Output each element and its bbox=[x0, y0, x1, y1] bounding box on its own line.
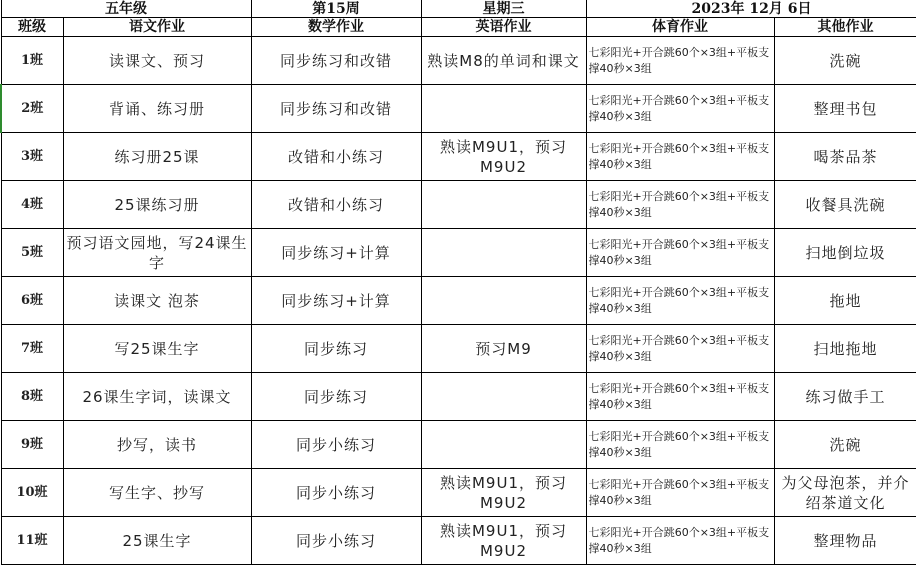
table-row bbox=[1, 37, 916, 85]
class-cell: 10班 bbox=[1, 469, 63, 517]
english-homework-cell: 熟读M9U1，预习M9U2 bbox=[421, 469, 586, 517]
class-cell: 5班 bbox=[1, 229, 63, 277]
chinese-homework-cell: 练习册25课 bbox=[63, 133, 251, 181]
math-homework-cell: 改错和小练习 bbox=[251, 133, 421, 181]
pe-homework-cell: 七彩阳光+开合跳60个×3组+平板支撑40秒×3组 bbox=[586, 229, 774, 277]
table-row bbox=[1, 277, 916, 325]
column-header-pe: 体育作业 bbox=[586, 18, 774, 37]
header-info-row bbox=[1, 0, 916, 18]
english-homework-cell bbox=[421, 181, 586, 229]
grade-title: 五年级 bbox=[1, 0, 251, 18]
math-homework-cell: 同步练习+计算 bbox=[251, 277, 421, 325]
math-homework-cell: 同步练习和改错 bbox=[251, 85, 421, 133]
class-cell: 6班 bbox=[1, 277, 63, 325]
chinese-homework-cell: 抄写，读书 bbox=[63, 421, 251, 469]
column-header-math: 数学作业 bbox=[251, 18, 421, 37]
pe-homework-cell: 七彩阳光+开合跳60个×3组+平板支撑40秒×3组 bbox=[586, 373, 774, 421]
english-homework-cell bbox=[421, 421, 586, 469]
other-homework-cell: 洗碗 bbox=[774, 37, 916, 85]
class-cell: 1班 bbox=[1, 37, 63, 85]
table-row bbox=[1, 133, 916, 181]
other-homework-cell: 拖地 bbox=[774, 277, 916, 325]
english-homework-cell: 预习M9 bbox=[421, 325, 586, 373]
other-homework-cell: 喝茶品茶 bbox=[774, 133, 916, 181]
other-homework-cell: 整理物品 bbox=[774, 517, 916, 565]
math-homework-cell: 同步练习 bbox=[251, 373, 421, 421]
pe-homework-cell: 七彩阳光+开合跳60个×3组+平板支撑40秒×3组 bbox=[586, 133, 774, 181]
class-cell: 8班 bbox=[1, 373, 63, 421]
other-homework-cell: 扫地拖地 bbox=[774, 325, 916, 373]
column-header-class: 班级 bbox=[1, 18, 63, 37]
table-row bbox=[1, 229, 916, 277]
english-homework-cell: 熟读M9U1，预习M9U2 bbox=[421, 133, 586, 181]
chinese-homework-cell: 26课生字词，读课文 bbox=[63, 373, 251, 421]
other-homework-cell: 收餐具洗碗 bbox=[774, 181, 916, 229]
english-homework-cell: 熟读M8的单词和课文 bbox=[421, 37, 586, 85]
math-homework-cell: 同步练习和改错 bbox=[251, 37, 421, 85]
math-homework-cell: 同步练习 bbox=[251, 325, 421, 373]
column-header-english: 英语作业 bbox=[421, 18, 586, 37]
pe-homework-cell: 七彩阳光+开合跳60个×3组+平板支撑40秒×3组 bbox=[586, 517, 774, 565]
table-row bbox=[1, 373, 916, 421]
chinese-homework-cell: 写生字、抄写 bbox=[63, 469, 251, 517]
chinese-homework-cell: 背诵、练习册 bbox=[63, 85, 251, 133]
other-homework-cell: 整理书包 bbox=[774, 85, 916, 133]
chinese-homework-cell: 读课文 泡茶 bbox=[63, 277, 251, 325]
pe-homework-cell: 七彩阳光+开合跳60个×3组+平板支撑40秒×3组 bbox=[586, 85, 774, 133]
english-homework-cell bbox=[421, 373, 586, 421]
other-homework-cell: 为父母泡茶，并介绍茶道文化 bbox=[774, 469, 916, 517]
pe-homework-cell: 七彩阳光+开合跳60个×3组+平板支撑40秒×3组 bbox=[586, 181, 774, 229]
chinese-homework-cell: 25课练习册 bbox=[63, 181, 251, 229]
pe-homework-cell: 七彩阳光+开合跳60个×3组+平板支撑40秒×3组 bbox=[586, 37, 774, 85]
table-row bbox=[1, 325, 916, 373]
table-row bbox=[1, 469, 916, 517]
class-cell: 11班 bbox=[1, 517, 63, 565]
math-homework-cell: 改错和小练习 bbox=[251, 181, 421, 229]
english-homework-cell bbox=[421, 85, 586, 133]
table-row bbox=[1, 517, 916, 565]
math-homework-cell: 同步小练习 bbox=[251, 517, 421, 565]
other-homework-cell: 洗碗 bbox=[774, 421, 916, 469]
math-homework-cell: 同步小练习 bbox=[251, 421, 421, 469]
pe-homework-cell: 七彩阳光+开合跳60个×3组+平板支撑40秒×3组 bbox=[586, 469, 774, 517]
column-header-chinese: 语文作业 bbox=[63, 18, 251, 37]
column-header-other: 其他作业 bbox=[774, 18, 916, 37]
chinese-homework-cell: 25课生字 bbox=[63, 517, 251, 565]
english-homework-cell: 熟读M9U1，预习M9U2 bbox=[421, 517, 586, 565]
class-cell: 3班 bbox=[1, 133, 63, 181]
class-cell: 2班 bbox=[1, 85, 63, 133]
table-row bbox=[1, 181, 916, 229]
pe-homework-cell: 七彩阳光+开合跳60个×3组+平板支撑40秒×3组 bbox=[586, 277, 774, 325]
pe-homework-cell: 七彩阳光+开合跳60个×3组+平板支撑40秒×3组 bbox=[586, 325, 774, 373]
pe-homework-cell: 七彩阳光+开合跳60个×3组+平板支撑40秒×3组 bbox=[586, 421, 774, 469]
date-title: 2023年 12月 6日 bbox=[586, 0, 916, 18]
column-header-row bbox=[1, 18, 916, 37]
chinese-homework-cell: 写25课生字 bbox=[63, 325, 251, 373]
math-homework-cell: 同步小练习 bbox=[251, 469, 421, 517]
chinese-homework-cell: 读课文、预习 bbox=[63, 37, 251, 85]
other-homework-cell: 练习做手工 bbox=[774, 373, 916, 421]
math-homework-cell: 同步练习+计算 bbox=[251, 229, 421, 277]
table-row bbox=[1, 421, 916, 469]
english-homework-cell bbox=[421, 229, 586, 277]
weekday-title: 星期三 bbox=[421, 0, 586, 18]
chinese-homework-cell: 预习语文园地，写24课生字 bbox=[63, 229, 251, 277]
table-row bbox=[1, 85, 916, 133]
class-cell: 4班 bbox=[1, 181, 63, 229]
other-homework-cell: 扫地倒垃圾 bbox=[774, 229, 916, 277]
week-title: 第15周 bbox=[251, 0, 421, 18]
english-homework-cell bbox=[421, 277, 586, 325]
class-cell: 9班 bbox=[1, 421, 63, 469]
class-cell: 7班 bbox=[1, 325, 63, 373]
